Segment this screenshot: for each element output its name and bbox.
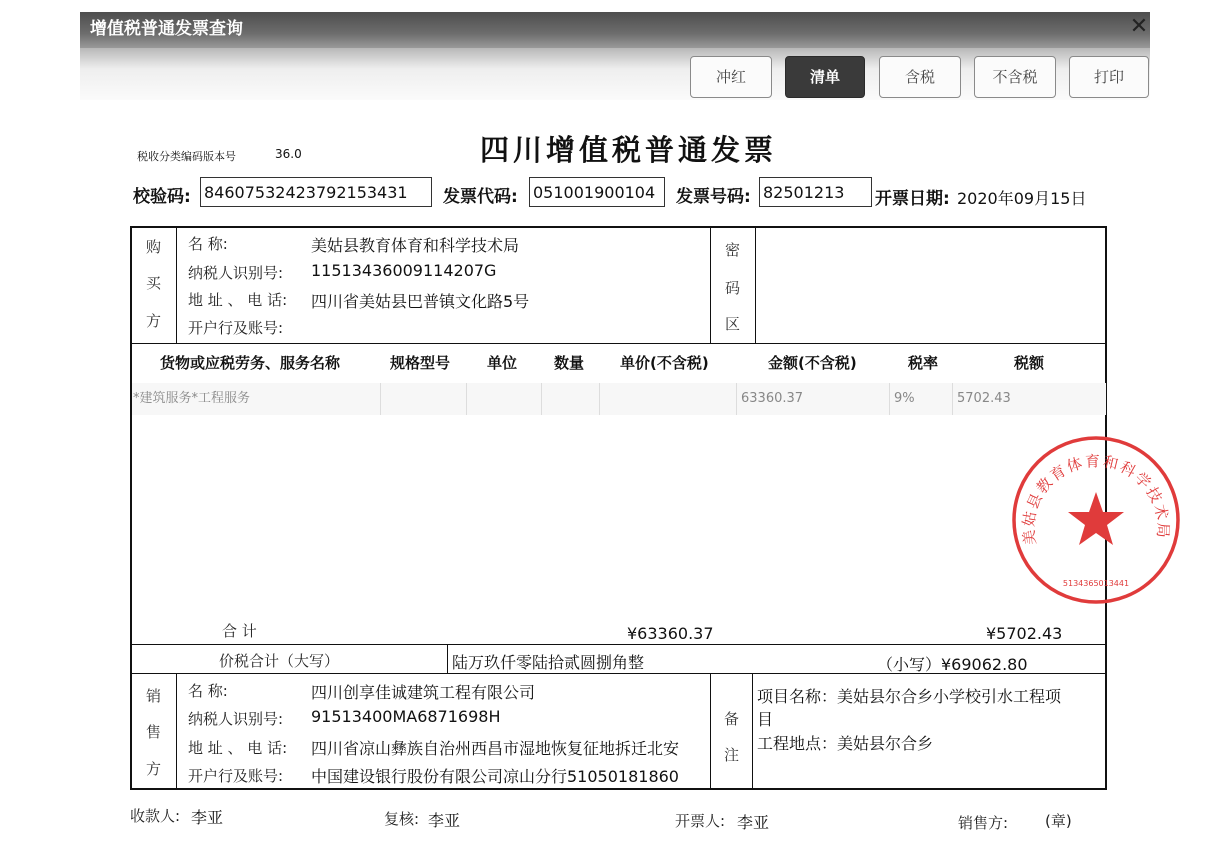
seal-code: 5134365013441 xyxy=(1062,579,1130,588)
chonghong-button[interactable]: 冲红 xyxy=(690,56,772,98)
buyer-name: 美姑县教育体育和科学技术局 xyxy=(311,236,520,255)
seller-taxid: 91513400MA6871698H xyxy=(311,707,501,726)
row-divider xyxy=(380,383,381,415)
col-rate-header: 税率 xyxy=(908,354,939,372)
grand-divider xyxy=(447,645,448,673)
buyer-addr-label: 地 址 、 电 话: xyxy=(188,291,288,309)
total-amount: ¥63360.37 xyxy=(627,624,714,643)
col-qty-header: 数量 xyxy=(554,354,585,372)
item-rate: 9% xyxy=(894,391,915,406)
col-amount-header: 金额(不含税) xyxy=(768,354,857,372)
reviewer-label: 复核: xyxy=(384,810,420,828)
company-seal xyxy=(1010,434,1182,606)
buyer-taxid-label: 纳税人识别号: xyxy=(188,264,284,282)
cipher-char-2: 码 xyxy=(725,279,741,297)
item-tax: 5702.43 xyxy=(957,391,1011,406)
seller-addr: 四川省凉山彝族自治州西昌市湿地恢复征地拆迁北安 xyxy=(311,739,680,758)
seller-char-3: 方 xyxy=(146,760,162,778)
invoice-title: 四川增值税普通发票 xyxy=(480,133,778,167)
seller-bank: 中国建设银行股份有限公司凉山分行51050181860 xyxy=(311,767,679,786)
seal-text: 美姑县教育体育和科学技术局 xyxy=(1019,452,1173,546)
close-icon[interactable]: ✕ xyxy=(1129,14,1149,39)
invoice-number-field[interactable]: 82501213 xyxy=(759,177,872,207)
version-label: 税收分类编码版本号 xyxy=(137,150,236,163)
buyer-char-1: 购 xyxy=(146,238,162,256)
row-divider xyxy=(541,383,542,415)
buyer-divider xyxy=(176,227,177,343)
row-divider xyxy=(889,383,890,415)
invoice-date-label: 开票日期: xyxy=(875,189,950,209)
check-code-field[interactable]: 84607532423792153431 xyxy=(200,177,432,207)
list-button[interactable]: 清单 xyxy=(785,56,865,98)
col-name-header: 货物或应税劳务、服务名称 xyxy=(160,354,341,372)
remark-divider-right xyxy=(752,674,753,789)
drawer-label: 开票人: xyxy=(675,812,726,830)
cipher-divider-right xyxy=(755,227,756,343)
seller-char-1: 销 xyxy=(146,687,162,705)
col-tax-header: 税额 xyxy=(1014,354,1045,372)
remark-line-1: 项目名称：美姑县尔合乡小学校引水工程项 xyxy=(757,687,1062,706)
col-unit-header: 单位 xyxy=(487,354,518,372)
seller-taxid-label: 纳税人识别号: xyxy=(188,710,284,728)
remark-line-2: 目 xyxy=(757,710,774,729)
total-label: 合 计 xyxy=(222,622,257,640)
seller-name-label: 名 称: xyxy=(188,682,228,700)
invoice-code-label: 发票代码: xyxy=(443,187,518,207)
buyer-char-3: 方 xyxy=(146,312,162,330)
seal-note: (章) xyxy=(1045,812,1072,830)
seller-char-2: 售 xyxy=(146,723,162,741)
row-divider xyxy=(466,383,467,415)
total-line xyxy=(131,644,1106,645)
buyer-name-label: 名 称: xyxy=(188,235,228,253)
seller-addr-label: 地 址 、 电 话: xyxy=(188,739,288,757)
seller-divider xyxy=(176,674,177,789)
buyer-char-2: 买 xyxy=(146,274,162,292)
cipher-divider-left xyxy=(710,227,711,343)
window-title: 增值税普通发票查询 xyxy=(90,19,243,39)
buyer-bank-label: 开户行及账号: xyxy=(188,319,284,337)
col-spec-header: 规格型号 xyxy=(390,354,451,372)
invoice-number-label: 发票号码: xyxy=(676,187,751,207)
tax-inclusive-button[interactable]: 含税 xyxy=(879,56,961,98)
grand-total-small: （小写）¥69062.80 xyxy=(877,655,1028,674)
window-titlebar xyxy=(80,12,1150,48)
item-name: *建筑服务*工程服务 xyxy=(133,391,251,406)
grand-total-label: 价税合计（大写） xyxy=(219,652,340,670)
payee-name: 李亚 xyxy=(191,808,224,827)
item-amount: 63360.37 xyxy=(741,391,804,406)
payee-label: 收款人: xyxy=(130,807,181,825)
remark-divider-left xyxy=(710,674,711,789)
buyer-taxid: 11513436009114207G xyxy=(311,261,497,280)
buyer-bottom-line xyxy=(131,343,1106,344)
cipher-char-1: 密 xyxy=(725,241,741,259)
tax-exclusive-button[interactable]: 不含税 xyxy=(974,56,1056,98)
col-price-header: 单价(不含税) xyxy=(620,354,709,372)
grand-total-words: 陆万玖仟零陆拾贰圆捌角整 xyxy=(452,653,645,672)
version-value: 36.0 xyxy=(275,147,302,161)
seller-sign-label: 销售方: xyxy=(958,814,1009,832)
invoice-code-field[interactable]: 051001900104 xyxy=(529,177,665,207)
drawer-name: 李亚 xyxy=(737,813,770,832)
row-divider xyxy=(599,383,600,415)
remark-char-2: 注 xyxy=(724,746,740,764)
buyer-addr: 四川省美姑县巴普镇文化路5号 xyxy=(311,292,530,311)
row-divider xyxy=(952,383,953,415)
remark-char-1: 备 xyxy=(724,710,740,728)
reviewer-name: 李亚 xyxy=(428,811,461,830)
row-divider xyxy=(736,383,737,415)
check-code-label: 校验码: xyxy=(133,187,191,207)
seller-bank-label: 开户行及账号: xyxy=(188,767,284,785)
total-tax: ¥5702.43 xyxy=(986,624,1063,643)
seller-name: 四川创享佳诚建筑工程有限公司 xyxy=(311,683,536,702)
print-button[interactable]: 打印 xyxy=(1069,56,1149,98)
grand-bottom-line xyxy=(131,673,1106,674)
invoice-date: 2020年09月15日 xyxy=(957,189,1087,208)
cipher-char-3: 区 xyxy=(725,315,741,333)
remark-line-3: 工程地点：美姑县尔合乡 xyxy=(757,734,934,753)
